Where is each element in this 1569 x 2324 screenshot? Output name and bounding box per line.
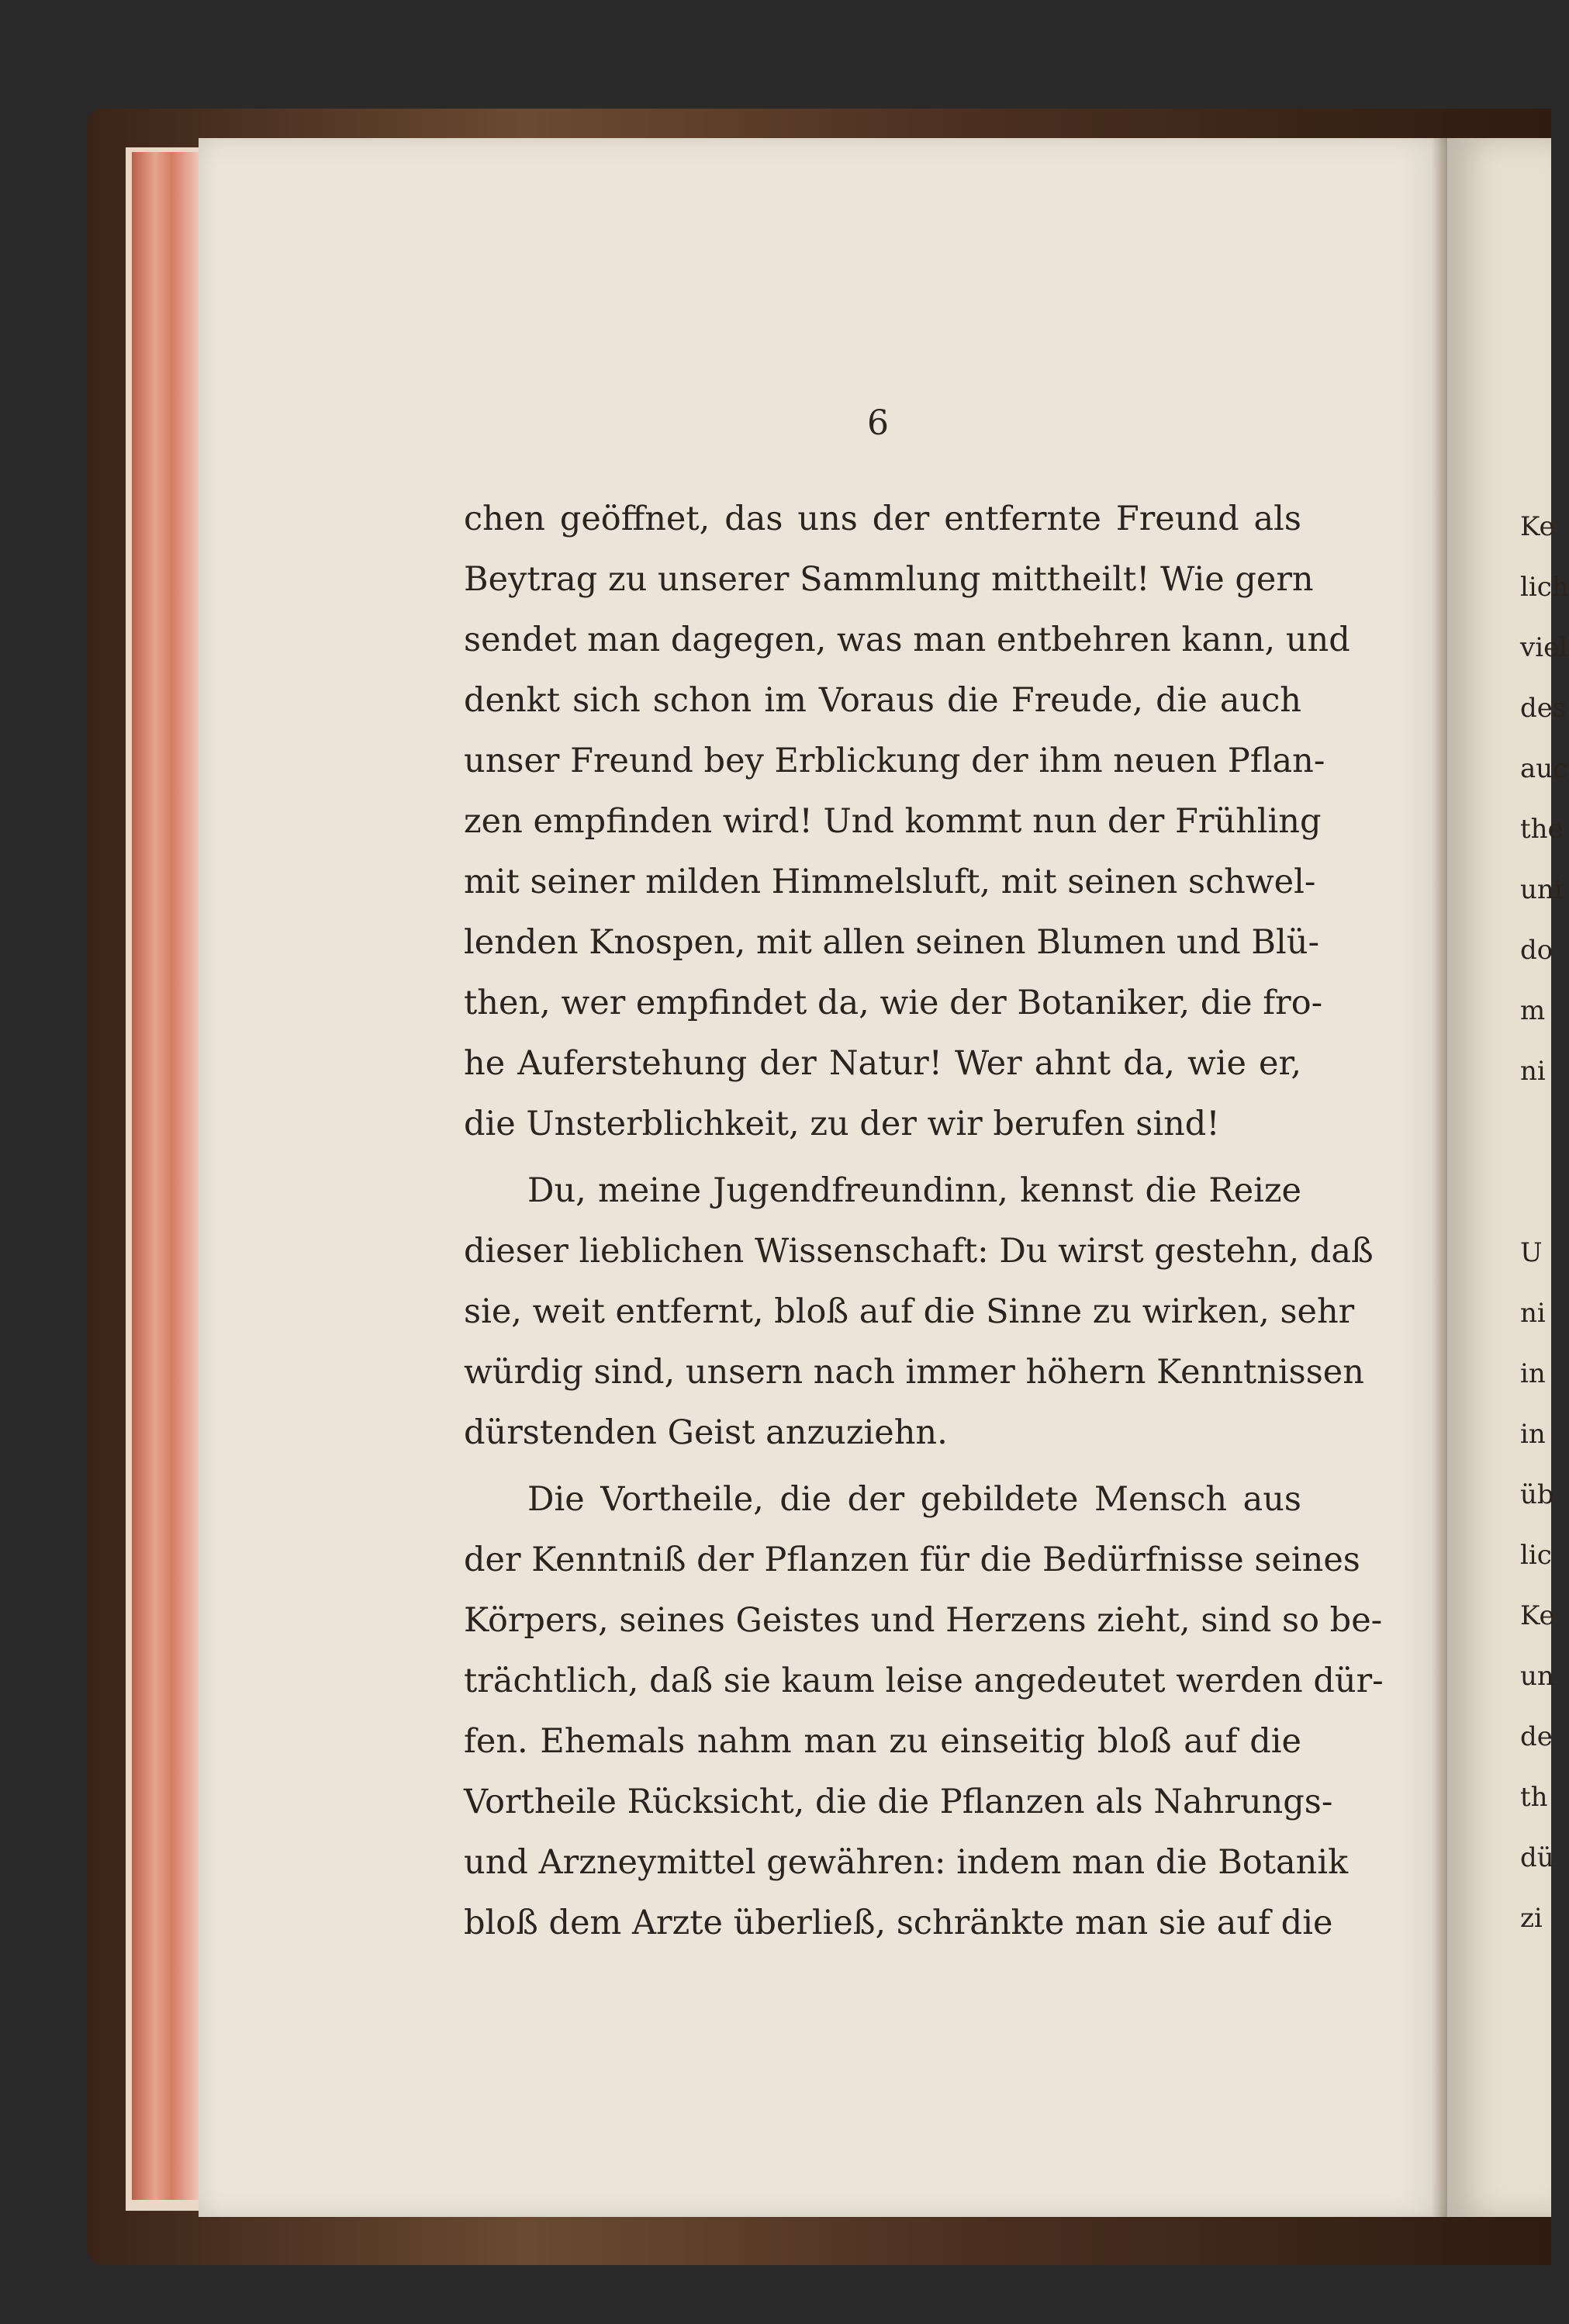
next-page-fragment: the — [1520, 814, 1564, 845]
next-page-fragment: lich — [1520, 572, 1569, 603]
text-line: Du, meine Jugendfreundinn, kennst die Reize — [527, 1171, 1301, 1210]
text-line: lenden Knospen, mit allen seinen Blumen und Blü- — [464, 923, 1319, 962]
text-line: mit seiner milden Himmelsluft, mit seinen schwel- — [464, 863, 1316, 901]
next-page-fragment: do — [1520, 935, 1553, 966]
text-line: und Arzneymittel gewähren: indem man die Botanik — [464, 1843, 1349, 1882]
text-line: unser Freund bey Erblickung der ihm neuen Pflan- — [464, 742, 1325, 780]
text-line: denkt sich schon im Voraus die Freude, die auch — [464, 681, 1301, 720]
text-line: dürstenden Geist anzuziehn. — [464, 1413, 948, 1452]
text-line: trächtlich, daß sie kaum leise angedeutet werden dür- — [464, 1662, 1384, 1700]
next-page-fragment: lic — [1520, 1540, 1552, 1571]
next-page-fragment: des — [1520, 693, 1567, 724]
next-page-fragment: de — [1520, 1721, 1553, 1752]
text-line: he Auferstehung der Natur! Wer ahnt da, wie er, — [464, 1044, 1301, 1083]
next-page-fragment: üb — [1520, 1479, 1554, 1510]
text-line: fen. Ehemals nahm man zu einseitig bloß auf die — [464, 1722, 1301, 1761]
red-page-edge — [132, 152, 199, 2200]
text-line: würdig sind, unsern nach immer höhern Kenntnissen — [464, 1353, 1364, 1392]
text-line: Körpers, seines Geistes und Herzens zieht, sind so be- — [464, 1601, 1383, 1640]
next-page-fragment: Ke — [1520, 511, 1555, 542]
text-line: sie, weit entfernt, bloß auf die Sinne zu wirken, sehr — [464, 1292, 1355, 1331]
next-page-fragment: U — [1520, 1237, 1543, 1268]
next-page-fragment: dü — [1520, 1842, 1554, 1873]
page-text — [464, 489, 1384, 1953]
next-page-fragment: ni — [1520, 1298, 1546, 1329]
next-page-fragment: un — [1520, 1661, 1554, 1692]
next-page-fragment — [1520, 1162, 1551, 1223]
next-page-text-fragments — [1520, 496, 1569, 1949]
text-line: chen geöffnet, das uns der entfernte Freund als — [464, 500, 1301, 538]
next-page-fragment: viel — [1520, 632, 1568, 663]
text-line: bloß dem Arzte überließ, schränkte man sie auf die — [464, 1904, 1333, 1942]
next-page-fragment: ni — [1520, 1056, 1546, 1087]
next-page-fragment: th — [1520, 1782, 1548, 1813]
next-page-fragment: in — [1520, 1419, 1546, 1450]
next-page-fragment: m — [1520, 995, 1546, 1026]
text-line: die Unsterblichkeit, zu der wir berufen sind! — [464, 1105, 1220, 1143]
text-line: der Kenntniß der Pflanzen für die Bedürfnisse seines — [464, 1541, 1360, 1579]
text-line: Die Vortheile, die der gebildete Mensch aus — [527, 1480, 1301, 1519]
text-line: zen empfinden wird! Und kommt nun der Frühling — [464, 802, 1322, 841]
text-line: Vortheile Rücksicht, die die Pflanzen als Nahrungs- — [464, 1783, 1333, 1821]
paragraph-gap — [464, 1463, 1301, 1469]
page-number: 6 — [867, 403, 889, 443]
text-line: dieser lieblichen Wissenschaft: Du wirst gestehn, daß — [464, 1232, 1374, 1271]
next-page-fragment: uni — [1520, 874, 1563, 905]
next-page-fragment — [1520, 1101, 1551, 1162]
text-line: then, wer empfindet da, wie der Botaniker, die fro- — [464, 984, 1323, 1022]
next-page-fragment: Ke — [1520, 1600, 1555, 1631]
next-page-fragment: in — [1520, 1358, 1546, 1389]
next-page-fragment: auc — [1520, 753, 1568, 784]
next-page-fragment: zi — [1520, 1903, 1543, 1934]
text-line: sendet man dagegen, was man entbehren kann, und — [464, 621, 1350, 659]
paragraph-gap — [464, 1154, 1301, 1160]
text-line: Beytrag zu unserer Sammlung mittheilt! Wie gern — [464, 560, 1314, 599]
